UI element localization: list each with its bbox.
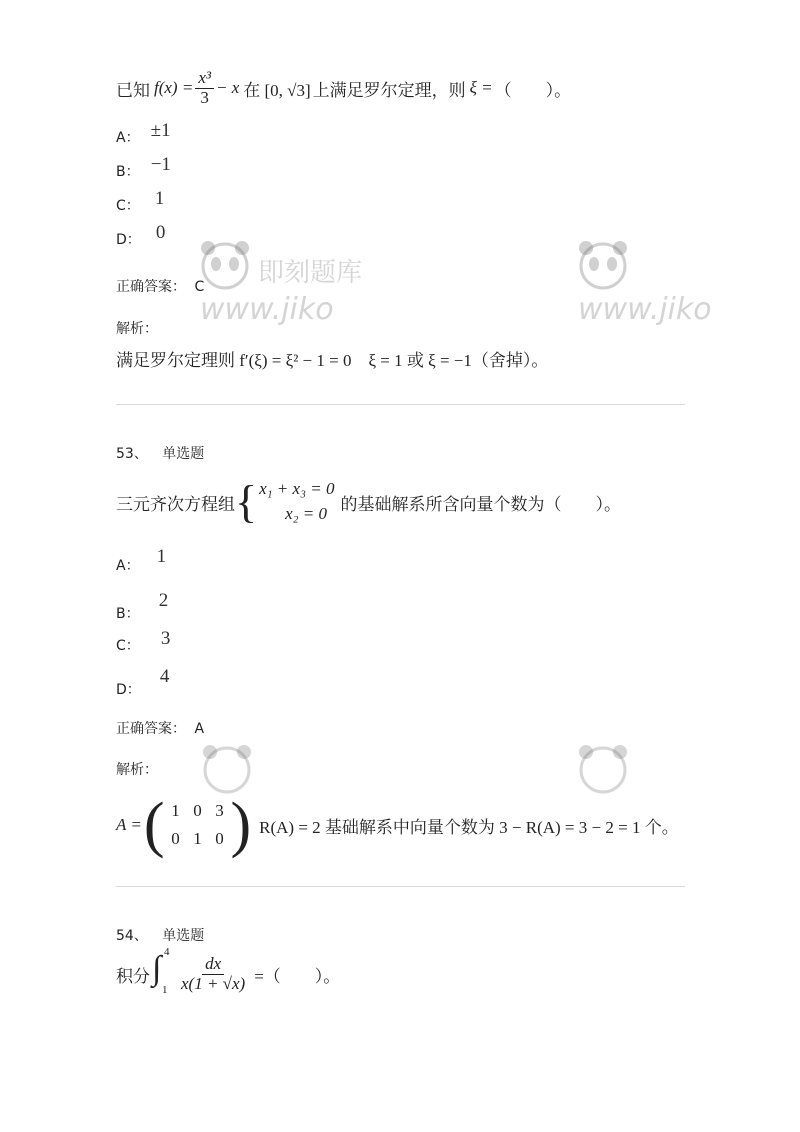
option-value: 1: [156, 546, 167, 567]
q53-option-b[interactable]: [116, 590, 169, 624]
option-value: 0: [155, 222, 166, 243]
option-label: C：: [116, 198, 140, 214]
q53-analysis-label: 解析：: [116, 762, 158, 778]
answer-label: 正确答案：: [116, 721, 186, 737]
option-value: 1: [154, 188, 165, 209]
option-label: B：: [116, 606, 140, 622]
q52-stem-suffix: 上满足罗尔定理，则: [312, 80, 466, 100]
q54-stem-suffix: =（ ）。: [254, 966, 341, 986]
matrix-cell: 0: [193, 801, 202, 820]
q52-analysis-label: 解析：: [116, 321, 158, 337]
divider: [116, 886, 685, 887]
q53-matrix-lhs: A =: [116, 815, 142, 834]
q53-option-a[interactable]: [116, 546, 167, 576]
matrix-cell: 1: [171, 801, 180, 820]
q53-equation-system: [259, 477, 334, 526]
q52-fraction-numerator: x³: [195, 69, 214, 89]
q52-after-fraction: − x: [215, 78, 240, 97]
question-type: 单选题: [162, 928, 205, 944]
question-type: 单选题: [162, 446, 205, 462]
panda-logo-icon: [196, 238, 254, 290]
left-paren-icon: (: [143, 791, 165, 859]
watermark-url: www.jiko: [200, 292, 334, 327]
option-label: D：: [116, 682, 141, 698]
q52-blank: （ ）。: [494, 80, 572, 100]
question-number: 53、: [116, 446, 148, 462]
q53-equation-1: x₁ + x₃ = 0: [259, 479, 335, 499]
q54-fraction: [178, 955, 248, 993]
q54-header: [116, 925, 204, 945]
panda-logo-icon: [574, 238, 632, 290]
q54-fraction-numerator: dx: [202, 955, 224, 975]
panda-logo-icon: [198, 742, 256, 794]
q53-answer: [116, 718, 204, 738]
q53-stem-prefix: 三元齐次方程组: [116, 494, 235, 514]
integral-lower-bound: 1: [162, 984, 168, 996]
option-value: 3: [160, 628, 171, 649]
option-label: C：: [116, 638, 140, 654]
q53-equation-2: x₂ = 0: [285, 504, 328, 523]
q53-option-d[interactable]: [116, 666, 170, 700]
q53-matrix: [164, 801, 230, 849]
option-label: B：: [116, 164, 140, 180]
q52-stem-prefix: 已知: [116, 80, 150, 100]
q53-analysis-text: R(A) = 2 基础解系中向量个数为 3 − R(A) = 3 − 2 = 1 个。: [259, 817, 679, 837]
q52-fraction: [195, 69, 214, 107]
matrix-cell: 0: [215, 829, 224, 848]
answer-value: C: [194, 279, 205, 295]
option-value: −1: [150, 154, 171, 175]
answer-value: A: [194, 721, 205, 737]
matrix-cell: 0: [171, 829, 180, 848]
q52-option-d[interactable]: [116, 222, 166, 250]
integral-upper-bound: 4: [164, 946, 170, 958]
q53-analysis: [116, 790, 679, 860]
q52-xi: ξ =: [469, 78, 493, 97]
q52-interval: 在 [0, √3]: [243, 80, 311, 100]
option-label: A：: [116, 558, 140, 574]
q53-option-c[interactable]: [116, 628, 171, 656]
matrix-cell: 1: [193, 829, 202, 848]
watermark-brand: 即刻题库: [258, 258, 363, 288]
option-label: D：: [116, 232, 141, 248]
q52-option-a[interactable]: [116, 120, 171, 148]
watermark-url: www.jiko: [578, 292, 712, 327]
divider: [116, 404, 685, 405]
answer-label: 正确答案：: [116, 279, 186, 295]
q52-option-b[interactable]: [116, 154, 171, 182]
q53-header: [116, 443, 204, 463]
q52-answer: [116, 276, 204, 296]
option-value: ±1: [150, 120, 171, 141]
integral-sign-icon: ∫ 4 1: [152, 946, 170, 996]
option-value: 2: [158, 590, 169, 611]
right-paren-icon: ): [230, 791, 252, 859]
option-value: 4: [159, 666, 170, 687]
q52-stem: [116, 62, 571, 114]
matrix-cell: 3: [215, 801, 224, 820]
q52-fraction-denominator: 3: [200, 87, 209, 107]
panda-logo-icon: [574, 742, 632, 794]
q52-function: f(x) =: [154, 78, 194, 97]
option-label: A：: [116, 130, 140, 146]
q54-fraction-denominator: x(1 + √x): [181, 973, 246, 993]
q54-stem-prefix: 积分: [116, 966, 150, 986]
q53-stem: [116, 470, 621, 534]
left-brace-icon: {: [235, 476, 258, 527]
q52-option-c[interactable]: [116, 188, 165, 216]
q54-stem: [116, 946, 340, 1002]
q52-analysis-text: 满足罗尔定理则 f′(ξ) = ξ² − 1 = 0 ξ = 1 或 ξ = −1（舍掉）。: [116, 351, 549, 370]
q53-stem-suffix: 的基础解系所含向量个数为（ ）。: [340, 494, 621, 514]
question-number: 54、: [116, 928, 148, 944]
